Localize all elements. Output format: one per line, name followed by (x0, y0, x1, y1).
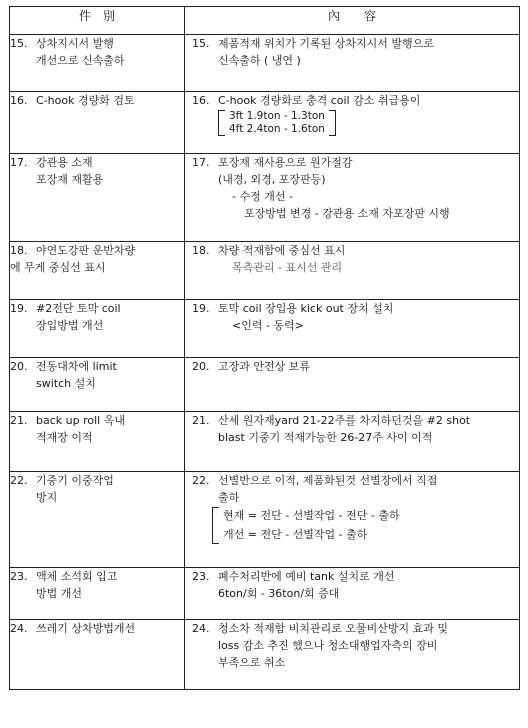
item-cell (10, 358, 185, 412)
content-line: 부족으로 취소 (218, 656, 286, 670)
item-number: 18. (10, 244, 28, 257)
item-line: 개선으로 신속출하 (36, 54, 125, 68)
content-number: 23. (192, 570, 210, 583)
table-row (10, 300, 520, 358)
table-row (10, 35, 520, 92)
content-line: (내경, 외경, 포장판등) (218, 173, 326, 187)
item-cell (10, 242, 185, 300)
content-cell (185, 472, 520, 568)
item-cell (10, 620, 185, 690)
item-cell (10, 568, 185, 620)
item-cell (10, 300, 185, 358)
content-line: 포장방법 변경 - 강관용 소재 자포장판 시행 (244, 207, 450, 221)
item-line: 포장재 재활용 (36, 173, 104, 187)
item-number: 17. (10, 156, 28, 169)
header-item: 件 別 (10, 7, 185, 35)
content-number: 24. (192, 622, 210, 635)
content-cell (185, 300, 520, 358)
content-number: 22. (192, 474, 210, 487)
item-line: back up roll 옥내 (36, 414, 125, 427)
content-number: 17. (192, 156, 210, 169)
improvement-table (9, 6, 520, 690)
content-number: 21. (192, 414, 210, 427)
bracket-left (212, 507, 219, 544)
bracket-line: 4ft 2.4ton - 1.6ton (229, 123, 325, 136)
content-line: 제품적재 위치가 기록된 상차지시서 발행으로 (218, 37, 434, 50)
content-cell (185, 568, 520, 620)
item-line: 강관용 소재 (36, 156, 93, 169)
item-number: 22. (10, 474, 28, 487)
content-line: 선별반으로 이적, 제품화된것 선별장에서 직접 (218, 474, 438, 487)
table-row (10, 472, 520, 568)
item-line: 적재장 이적 (36, 431, 93, 445)
bracket-line: 현재 = 전단 - 선별작업 - 전단 - 출하 (223, 509, 400, 523)
content-number: 15. (192, 37, 210, 50)
content-cell (185, 242, 520, 300)
item-cell (10, 412, 185, 472)
content-line: 출하 (218, 491, 240, 505)
bracket-left (218, 110, 225, 136)
content-cell (185, 412, 520, 472)
content-line: - 수정 개선 - (232, 190, 293, 204)
item-number: 24. (10, 622, 28, 635)
table-row (10, 568, 520, 620)
item-number: 20. (10, 360, 28, 373)
item-cell (10, 472, 185, 568)
table-row (10, 358, 520, 412)
content-line: 청소차 적재함 비치관리로 오물비산방지 효과 및 (218, 622, 449, 635)
content-line: 신속출하 ( 냉연 ) (218, 54, 301, 68)
content-line: 고장과 안전상 보류 (218, 360, 311, 373)
content-line: 산세 원자재yard 21-22주를 차지하던것을 #2 shot (218, 414, 471, 427)
content-cell (185, 92, 520, 154)
content-line: 토막 coil 장입용 kick out 장치 설치 (218, 302, 394, 315)
item-line: 액체 소석회 입고 (36, 570, 118, 583)
content-cell (185, 154, 520, 242)
content-line: 목측관리 - 표시선 관리 (232, 261, 343, 275)
table-row (10, 412, 520, 472)
content-line: 폐수처리반에 예비 tank 설치로 개선 (218, 570, 395, 583)
process-bracket (192, 507, 519, 544)
content-cell (185, 620, 520, 690)
item-line: C-hook 경량화 검토 (36, 94, 135, 107)
item-line: 야연도강판 운반차량 (36, 244, 136, 257)
content-line: blast 기중기 적재가능한 26-27주 사이 이적 (218, 431, 433, 445)
table-row (10, 154, 520, 242)
item-cell (10, 35, 185, 92)
item-line: 장입방법 개선 (36, 319, 104, 333)
item-line: switch 설치 (36, 377, 96, 391)
item-line: 에 무게 중심선 표시 (10, 261, 106, 275)
content-line: loss 감소 추진 했으나 청소대행업자측의 장비 (218, 639, 438, 653)
item-cell (10, 154, 185, 242)
item-line: 방법 개선 (36, 587, 83, 601)
content-number: 19. (192, 302, 210, 315)
content-line: C-hook 경량화로 충격 coil 감소 취급용이 (218, 94, 421, 107)
weight-bracket (192, 110, 519, 136)
content-cell (185, 358, 520, 412)
content-line: 포장재 재사용으로 원가절감 (218, 156, 353, 169)
content-line: <인력 - 동력> (232, 319, 304, 333)
table-row (10, 620, 520, 690)
item-line: 방지 (36, 491, 58, 505)
content-number: 16. (192, 94, 210, 107)
table-row (10, 92, 520, 154)
item-number: 21. (10, 414, 28, 427)
content-line: 6ton/회 - 36ton/회 증대 (218, 587, 340, 601)
content-cell (185, 35, 520, 92)
item-line: 쓰레기 상차방법개선 (36, 622, 136, 635)
bracket-right (329, 110, 336, 136)
content-number: 18. (192, 244, 210, 257)
content-number: 20. (192, 360, 210, 373)
item-number: 15. (10, 37, 28, 50)
table-header-row (10, 7, 520, 35)
item-number: 19. (10, 302, 28, 315)
item-number: 23. (10, 570, 28, 583)
item-line: 상차지시서 발행 (36, 37, 114, 50)
bracket-line: 개선 = 전단 - 선별작업 - 출하 (223, 527, 368, 541)
bracket-line: 3ft 1.9ton - 1.3ton (229, 110, 325, 123)
header-content: 內 容 (185, 7, 520, 35)
content-line: 차량 적재함에 중심선 표시 (218, 244, 346, 257)
item-cell (10, 92, 185, 154)
item-line: 기중기 이중작업 (36, 474, 114, 487)
item-number: 16. (10, 94, 28, 107)
item-line: 전동대차에 limit (36, 360, 117, 373)
item-line: #2전단 토막 coil (36, 302, 121, 315)
table-row (10, 242, 520, 300)
